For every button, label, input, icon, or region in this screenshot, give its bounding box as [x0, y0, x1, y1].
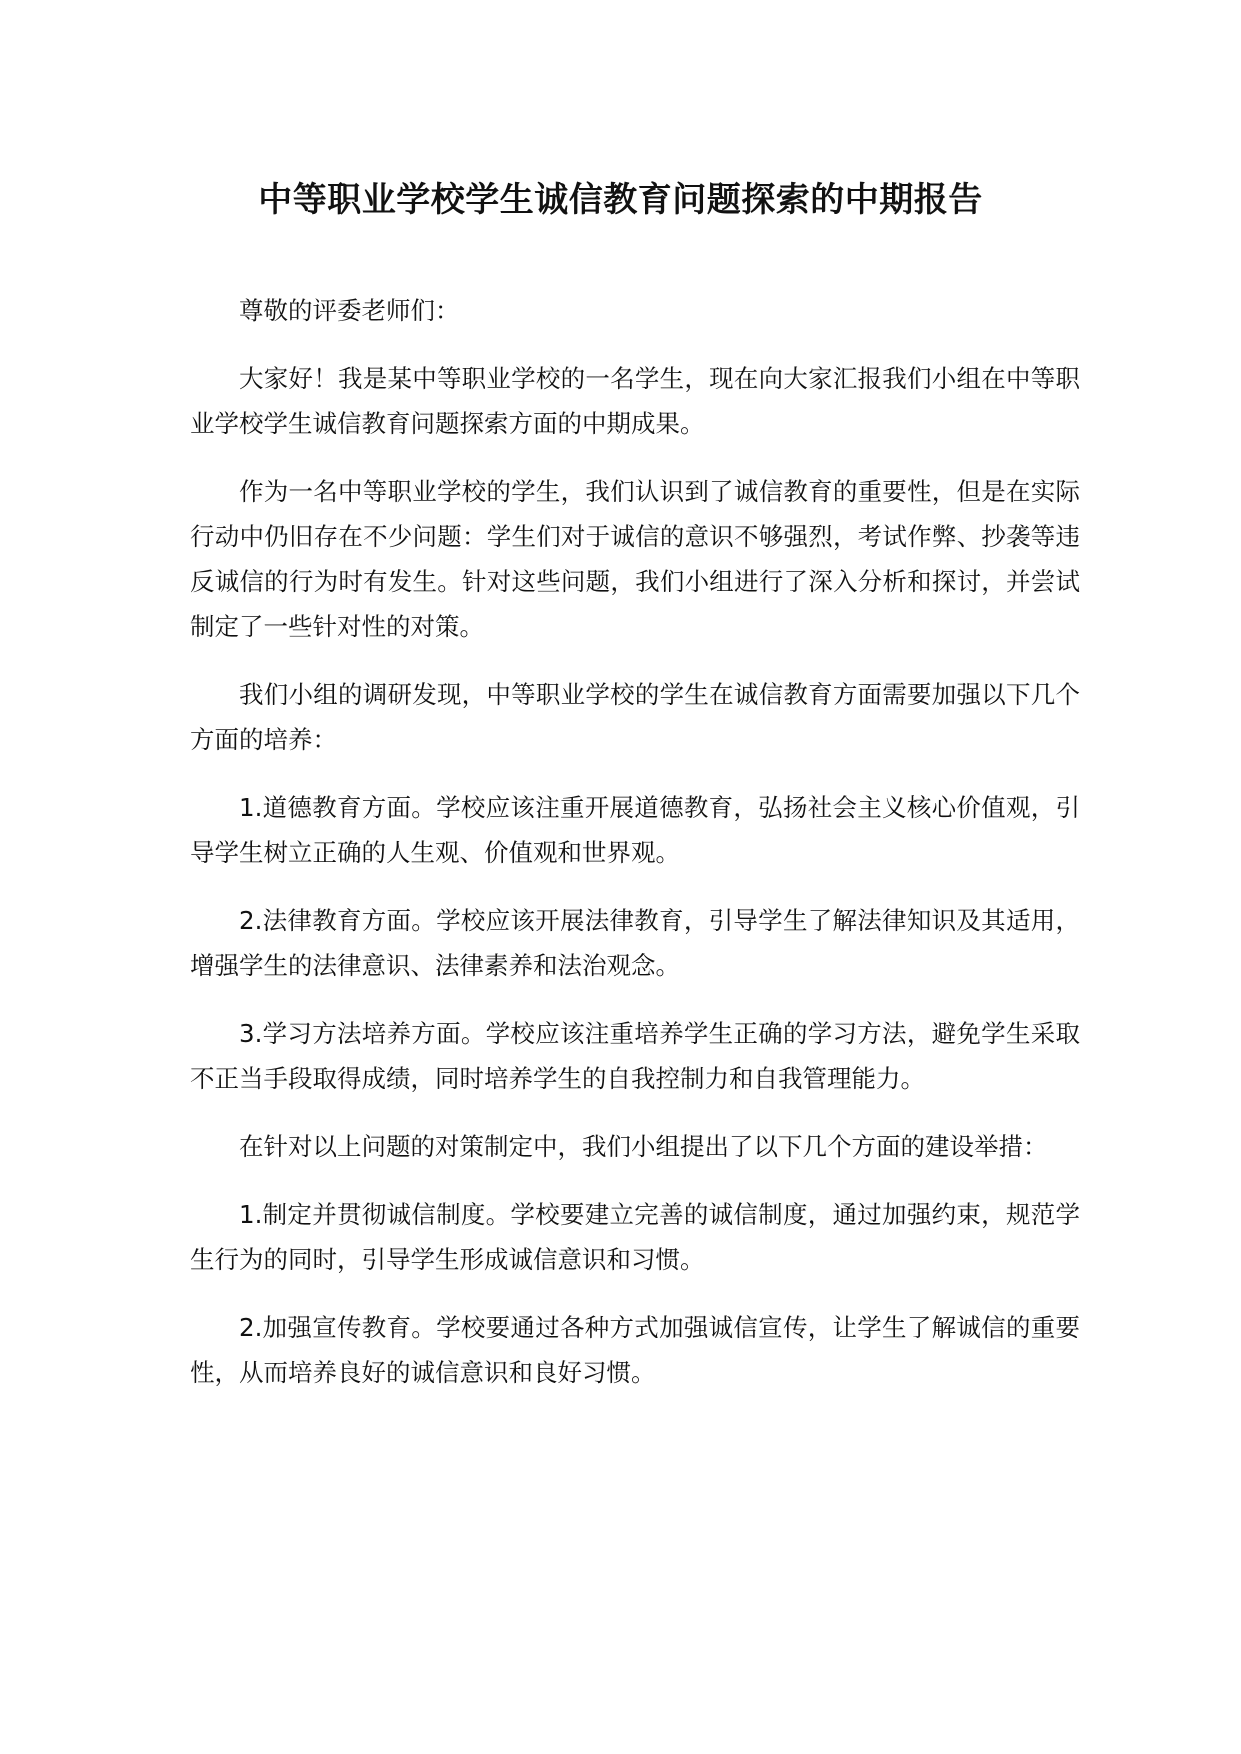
list-item-paragraph: 2.法律教育方面。学校应该开展法律教育，引导学生了解法律知识及其适用，增强学生的法律意识、法律素养和法治观念。	[190, 906, 1080, 980]
body-paragraph: 我们小组的调研发现，中等职业学校的学生在诚信教育方面需要加强以下几个方面的培养：	[190, 680, 1080, 754]
document-body	[190, 288, 1080, 1418]
list-item-paragraph: 3.学习方法培养方面。学校应该注重培养学生正确的学习方法，避免学生采取不正当手段取得成绩，同时培养学生的自我控制力和自我管理能力。	[190, 1019, 1080, 1093]
list-item-paragraph: 1.制定并贯彻诚信制度。学校要建立完善的诚信制度，通过加强约束，规范学生行为的同时，引导学生形成诚信意识和习惯。	[190, 1200, 1080, 1274]
salutation-paragraph: 尊敬的评委老师们：	[239, 296, 460, 325]
list-item-paragraph: 2.加强宣传教育。学校要通过各种方式加强诚信宣传，让学生了解诚信的重要性，从而培养良好的诚信意识和良好习惯。	[190, 1313, 1080, 1387]
body-paragraph: 在针对以上问题的对策制定中，我们小组提出了以下几个方面的建设举措：	[239, 1132, 1048, 1161]
body-paragraph: 大家好！我是某中等职业学校的一名学生，现在向大家汇报我们小组在中等职业学校学生诚信教育问题探索方面的中期成果。	[190, 364, 1080, 438]
list-item-paragraph: 1.道德教育方面。学校应该注重开展道德教育，弘扬社会主义核心价值观，引导学生树立正确的人生观、价值观和世界观。	[190, 793, 1080, 867]
document-title: 中等职业学校学生诚信教育问题探索的中期报告	[258, 180, 983, 220]
body-paragraph: 作为一名中等职业学校的学生，我们认识到了诚信教育的重要性，但是在实际行动中仍旧存在不少问题：学生们对于诚信的意识不够强烈，考试作弊、抄袭等违反诚信的行为时有发生。针对这些问题，我们小组进行了深入分析和探讨，并尝试制定了一些针对性的对策。	[190, 477, 1080, 641]
